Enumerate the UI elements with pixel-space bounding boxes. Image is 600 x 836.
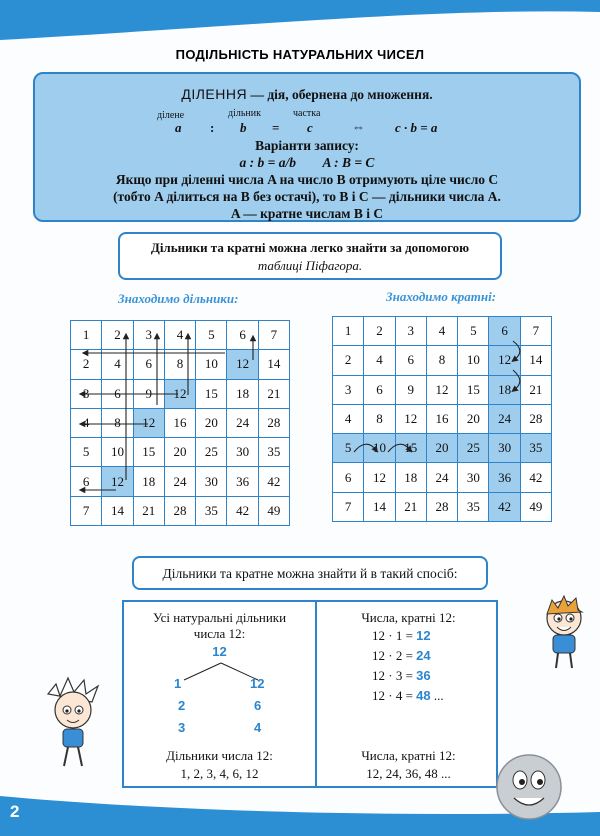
table-cell: 24	[227, 408, 258, 437]
divisors-list: 1, 2, 3, 4, 6, 12	[180, 766, 259, 781]
table-cell: 12	[227, 350, 258, 379]
method-heading-box	[132, 556, 488, 590]
table-cell: 15	[196, 379, 227, 408]
table-cell: 30	[227, 438, 258, 467]
table-cell: 35	[258, 438, 289, 467]
table-cell: 35	[458, 492, 489, 521]
table-cell: 24	[164, 467, 195, 496]
multiple-row-2-expr: 12 · 2 =	[372, 648, 417, 663]
definition-box	[33, 72, 581, 222]
table-cell: 4	[71, 408, 102, 437]
table-cell: 5	[196, 321, 227, 350]
variants-line: a : b = a/b A : B = C	[239, 155, 375, 170]
table-cell: 18	[227, 379, 258, 408]
multiples-pythagoras-table	[332, 316, 552, 522]
table-row	[71, 350, 290, 379]
divisor-pair-2-right: 6	[254, 698, 262, 713]
table-cell: 3	[333, 375, 364, 404]
table-cell: 12	[426, 375, 457, 404]
table-cell: 6	[227, 321, 258, 350]
multiple-row-4-tail: ...	[430, 688, 444, 703]
background-ghost-text	[90, 30, 94, 48]
table-cell: 42	[520, 463, 551, 492]
table-cell: 28	[164, 496, 195, 525]
table-cell: 12	[133, 408, 164, 437]
multiples-title: Числа, кратні 12:	[361, 610, 456, 625]
table-cell: 6	[364, 375, 395, 404]
table-cell: 4	[426, 317, 457, 346]
formula-iff: ⇔	[352, 119, 365, 134]
table-cell: 8	[164, 350, 195, 379]
table-cell: 42	[227, 496, 258, 525]
table-cell: 2	[333, 346, 364, 375]
multiple-row-1-value: 12	[416, 628, 431, 643]
table-cell: 20	[164, 438, 195, 467]
label-quotient: частка	[293, 108, 321, 119]
table-cell: 5	[333, 434, 364, 463]
table-cell: 49	[520, 492, 551, 521]
table-cell: 10	[102, 438, 133, 467]
hint-line-1: Дільники та кратні можна легко знайти за допомогою	[150, 240, 470, 255]
divisor-pair-2-left: 2	[178, 698, 186, 713]
table-row	[333, 404, 552, 433]
label-divisor: дільник	[228, 108, 261, 119]
table-cell: 6	[102, 379, 133, 408]
table-cell: 14	[258, 350, 289, 379]
definition-text-2: (тобто A ділиться на B без остачі), то B і C — дільники числа A.	[113, 189, 501, 204]
table-cell: 24	[489, 404, 520, 433]
table-cell: 6	[71, 467, 102, 496]
left-grid-label: Знаходимо дільники:	[118, 291, 239, 306]
table-cell: 24	[426, 463, 457, 492]
table-cell: 4	[333, 404, 364, 433]
table-row	[71, 438, 290, 467]
table-row	[333, 317, 552, 346]
table-cell: 12	[102, 467, 133, 496]
formula-a: a	[175, 120, 182, 135]
table-cell: 2	[364, 317, 395, 346]
table-cell: 3	[395, 317, 426, 346]
table-cell: 14	[364, 492, 395, 521]
hint-line-2: таблиці Піфагора.	[257, 258, 363, 273]
hint-box	[118, 232, 502, 280]
table-cell: 6	[133, 350, 164, 379]
table-cell: 28	[520, 404, 551, 433]
table-cell: 12	[164, 379, 195, 408]
divisor-pair-3-left: 3	[178, 720, 186, 735]
table-row	[71, 408, 290, 437]
table-cell: 18	[395, 463, 426, 492]
table-cell: 20	[458, 404, 489, 433]
label-dividend: ділене	[157, 110, 185, 121]
table-cell: 12	[364, 463, 395, 492]
page-title: ПОДІЛЬНІСТЬ НАТУРАЛЬНИХ ЧИСЕЛ	[175, 47, 425, 62]
table-cell: 4	[364, 346, 395, 375]
table-cell: 12	[395, 404, 426, 433]
table-cell: 18	[133, 467, 164, 496]
formula-b: b	[240, 120, 247, 135]
multiple-row-3	[372, 668, 431, 684]
table-cell: 3	[133, 321, 164, 350]
table-cell: 35	[520, 434, 551, 463]
table-cell: 35	[196, 496, 227, 525]
definition-text-1: Якщо при діленні числа A на число B отримують ціле число C	[115, 172, 499, 187]
table-cell: 21	[395, 492, 426, 521]
divisors-multiples-box	[122, 600, 498, 788]
table-cell: 42	[489, 492, 520, 521]
table-cell: 5	[458, 317, 489, 346]
table-cell: 36	[227, 467, 258, 496]
divisor-pair-3-right: 4	[254, 720, 262, 735]
formula-equals: =	[272, 120, 280, 135]
table-cell: 6	[395, 346, 426, 375]
table-cell: 14	[102, 496, 133, 525]
definition-text-3: A — кратне числам B і C	[230, 206, 384, 221]
table-cell: 28	[426, 492, 457, 521]
table-cell: 15	[395, 434, 426, 463]
table-cell: 8	[426, 346, 457, 375]
table-cell: 4	[164, 321, 195, 350]
table-row	[333, 375, 552, 404]
table-row	[71, 321, 290, 350]
table-cell: 5	[71, 438, 102, 467]
multiple-row-2	[372, 648, 431, 664]
table-cell: 16	[426, 404, 457, 433]
table-cell: 30	[196, 467, 227, 496]
divisors-pythagoras-table	[70, 320, 290, 526]
table-row	[71, 467, 290, 496]
table-cell: 3	[71, 379, 102, 408]
table-row	[333, 492, 552, 521]
multiple-row-1	[372, 628, 431, 644]
table-cell: 36	[489, 463, 520, 492]
table-cell: 18	[489, 375, 520, 404]
page-number: 2	[10, 802, 20, 821]
divisors-caption: Дільники числа 12:	[166, 748, 273, 763]
table-cell: 8	[102, 408, 133, 437]
smiley-face-illustration	[494, 752, 564, 822]
table-row	[71, 496, 290, 525]
multiple-row-1-expr: 12 · 1 =	[372, 628, 417, 643]
table-cell: 28	[258, 408, 289, 437]
right-grid-label: Знаходимо кратні:	[386, 289, 497, 304]
table-cell: 7	[258, 321, 289, 350]
table-cell: 2	[71, 350, 102, 379]
table-cell: 30	[458, 463, 489, 492]
table-cell: 10	[196, 350, 227, 379]
table-cell: 10	[458, 346, 489, 375]
table-cell: 4	[102, 350, 133, 379]
formula-right: c · b = a	[395, 120, 438, 135]
table-cell: 21	[133, 496, 164, 525]
table-cell: 8	[364, 404, 395, 433]
table-cell: 49	[258, 496, 289, 525]
table-cell: 7	[333, 492, 364, 521]
table-cell: 25	[458, 434, 489, 463]
table-row	[333, 346, 552, 375]
multiple-row-4	[372, 688, 444, 704]
formula-colon: :	[210, 120, 215, 135]
table-cell: 12	[489, 346, 520, 375]
table-cell: 2	[102, 321, 133, 350]
table-cell: 25	[196, 438, 227, 467]
table-cell: 7	[71, 496, 102, 525]
table-row	[333, 434, 552, 463]
multiple-row-3-expr: 12 · 3 =	[372, 668, 417, 683]
multiple-row-4-value: 48	[416, 688, 431, 703]
table-row	[333, 463, 552, 492]
table-cell: 9	[395, 375, 426, 404]
table-cell: 1	[71, 321, 102, 350]
table-cell: 15	[458, 375, 489, 404]
table-cell: 42	[258, 467, 289, 496]
variants-title: Варіанти запису:	[255, 138, 359, 153]
formula-c: c	[307, 120, 313, 135]
multiple-row-4-expr: 12 · 4 =	[372, 688, 417, 703]
definition-lead-rest: — дія, обернена до множення.	[247, 87, 433, 102]
table-cell: 7	[520, 317, 551, 346]
definition-lead-line	[35, 86, 579, 103]
table-cell: 20	[426, 434, 457, 463]
multiple-row-2-value: 24	[416, 648, 431, 663]
table-cell: 1	[333, 317, 364, 346]
multiple-row-3-value: 36	[416, 668, 431, 683]
divisor-pair-1-right: 12	[250, 676, 265, 691]
table-cell: 21	[258, 379, 289, 408]
divisors-title-1: Усі натуральні дільники	[152, 610, 287, 625]
table-cell: 21	[520, 375, 551, 404]
table-cell: 6	[333, 463, 364, 492]
cartoon-girl-illustration	[40, 676, 110, 776]
cartoon-boy-illustration	[534, 592, 596, 672]
table-cell: 9	[133, 379, 164, 408]
definition-lead: ДІЛЕННЯ	[181, 86, 248, 102]
divisor-pair-1-left: 1	[174, 676, 182, 691]
table-cell: 30	[489, 434, 520, 463]
table-cell: 14	[520, 346, 551, 375]
method-heading: Дільники та кратне можна знайти й в такий спосіб:	[162, 566, 458, 581]
multiples-caption: Числа, кратні 12:	[361, 748, 456, 763]
divisors-root: 12	[212, 644, 227, 659]
table-cell: 15	[133, 438, 164, 467]
divisors-title-2: числа 12:	[193, 626, 246, 641]
table-cell: 16	[164, 408, 195, 437]
multiples-list: 12, 24, 36, 48 ...	[366, 766, 451, 781]
table-cell: 10	[364, 434, 395, 463]
table-row	[71, 379, 290, 408]
table-cell: 20	[196, 408, 227, 437]
table-cell: 6	[489, 317, 520, 346]
